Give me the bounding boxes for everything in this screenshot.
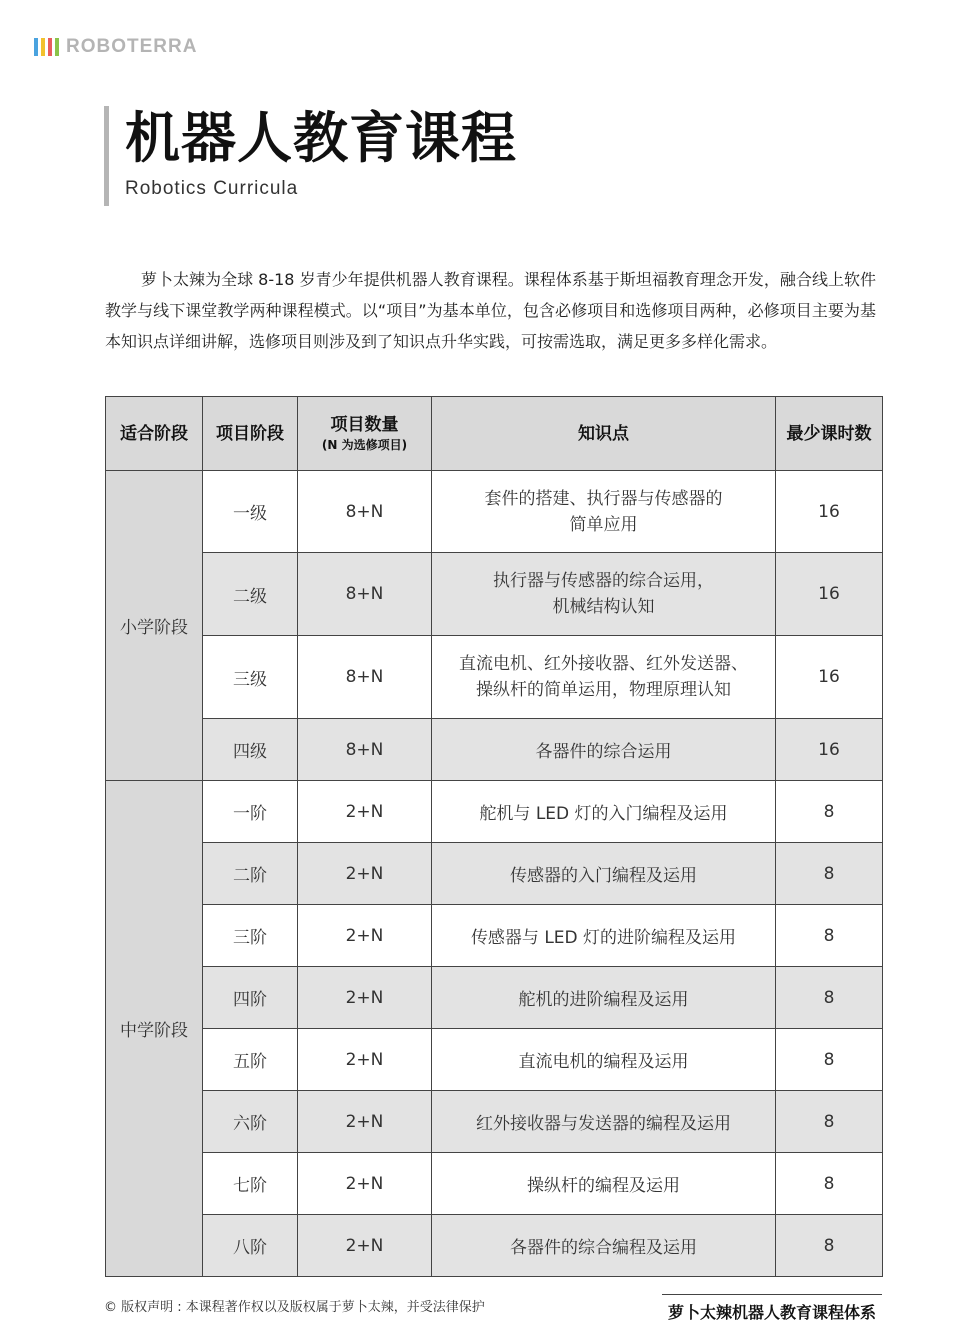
cell-hours: 16: [776, 471, 883, 553]
header-level: 项目阶段: [203, 397, 298, 471]
cell-level: 五阶: [203, 1029, 298, 1091]
cell-knowledge: [432, 471, 776, 553]
cell-knowledge: 舵机的进阶编程及运用: [432, 967, 776, 1029]
table-row: [106, 843, 883, 905]
logo-bar: [34, 38, 38, 56]
roboterra-logo: [34, 36, 197, 58]
logo-bar: [41, 38, 45, 56]
table-row: [106, 905, 883, 967]
cell-level: 八阶: [203, 1215, 298, 1277]
curriculum-table: [105, 396, 883, 1277]
header-stage: 适合阶段: [106, 397, 203, 471]
stage-secondary: 中学阶段: [106, 781, 203, 1277]
cell-count: 8+N: [298, 636, 432, 719]
cell-knowledge: 传感器与 LED 灯的进阶编程及运用: [432, 905, 776, 967]
cell-count: 8+N: [298, 719, 432, 781]
cell-hours: 8: [776, 1091, 883, 1153]
cell-hours: 8: [776, 967, 883, 1029]
cell-count: 8+N: [298, 553, 432, 636]
cell-count: 2+N: [298, 781, 432, 843]
cell-hours: 8: [776, 905, 883, 967]
logo-bar: [48, 38, 52, 56]
cell-knowledge: 各器件的综合编程及运用: [432, 1215, 776, 1277]
cell-knowledge: [432, 553, 776, 636]
cell-level: 四级: [203, 719, 298, 781]
table-row: [106, 1029, 883, 1091]
cell-level: 七阶: [203, 1153, 298, 1215]
table-header-row: [106, 397, 883, 471]
cell-level: 二级: [203, 553, 298, 636]
cell-level: 一级: [203, 471, 298, 553]
cell-knowledge: [432, 636, 776, 719]
cell-hours: 16: [776, 636, 883, 719]
cell-hours: 8: [776, 781, 883, 843]
footer-title: 萝卜太辣机器人教育课程体系: [662, 1294, 882, 1323]
knowledge-line: 直流电机、红外接收器、红外发送器、: [459, 654, 748, 674]
table-row: [106, 967, 883, 1029]
logo-text: ROBOTERRA: [66, 36, 198, 57]
copyright-notice: © 版权声明 : 本课程著作权以及版权属于萝卜太辣，并受法律保护: [104, 1300, 485, 1315]
cell-hours: 8: [776, 1153, 883, 1215]
table-row: [106, 781, 883, 843]
cell-count: 2+N: [298, 1215, 432, 1277]
cell-level: 三级: [203, 636, 298, 719]
knowledge-line: 套件的搭建、执行器与传感器的: [484, 488, 723, 509]
cell-hours: 8: [776, 1029, 883, 1091]
table-row: [106, 471, 883, 553]
intro-paragraph: 萝卜太辣为全球 8-18 岁青少年提供机器人教育课程。课程体系基于斯坦福教育理念开发，融合线上软件教学与线下课堂教学两种课程模式。以“项目”为基本单位，包含必修项目和选修项目两种，必修项目主要为基本知识点详细讲解，选修项目则涉及到了知识点升华实践，可按需选取，满足更多多样化需求。: [105, 270, 876, 351]
cell-count: 2+N: [298, 1029, 432, 1091]
cell-knowledge: 操纵杆的编程及运用: [432, 1153, 776, 1215]
cell-count: 2+N: [298, 843, 432, 905]
table-row: [106, 1091, 883, 1153]
knowledge-line: 机械结构认知: [552, 597, 655, 617]
page-subtitle: Robotics Curricula: [125, 178, 299, 199]
table-row: [106, 1215, 883, 1277]
cell-hours: 8: [776, 843, 883, 905]
stage-primary: 小学阶段: [106, 471, 203, 781]
title-block: [104, 106, 517, 206]
header-count-note: (N 为选修项目): [321, 437, 408, 452]
cell-count: 2+N: [298, 905, 432, 967]
knowledge-line: 操纵杆的简单运用，物理原理认知: [476, 680, 731, 700]
cell-knowledge: 红外接收器与发送器的编程及运用: [432, 1091, 776, 1153]
cell-hours: 16: [776, 553, 883, 636]
cell-level: 六阶: [203, 1091, 298, 1153]
cell-hours: 16: [776, 719, 883, 781]
knowledge-line: 执行器与传感器的综合运用，: [493, 571, 714, 591]
table-row: [106, 719, 883, 781]
logo-bars-icon: [34, 38, 59, 56]
cell-knowledge: 传感器的入门编程及运用: [432, 843, 776, 905]
cell-hours: 8: [776, 1215, 883, 1277]
header-count: [298, 397, 432, 471]
cell-knowledge: 舵机与 LED 灯的入门编程及运用: [432, 781, 776, 843]
cell-knowledge: 各器件的综合运用: [432, 719, 776, 781]
cell-level: 四阶: [203, 967, 298, 1029]
page-title: 机器人教育课程: [125, 106, 518, 170]
logo-bar: [55, 38, 59, 56]
cell-count: 2+N: [298, 1091, 432, 1153]
knowledge-line: 简单应用: [569, 514, 638, 535]
table-row: [106, 1153, 883, 1215]
cell-count: 2+N: [298, 967, 432, 1029]
cell-level: 三阶: [203, 905, 298, 967]
cell-count: 8+N: [298, 471, 432, 553]
header-hours: 最少课时数: [776, 397, 883, 471]
table-row: [106, 636, 883, 719]
cell-knowledge: 直流电机的编程及运用: [432, 1029, 776, 1091]
header-knowledge: 知识点: [432, 397, 776, 471]
cell-count: 2+N: [298, 1153, 432, 1215]
cell-level: 二阶: [203, 843, 298, 905]
cell-level: 一阶: [203, 781, 298, 843]
header-count-label: 项目数量: [330, 414, 399, 435]
table-row: [106, 553, 883, 636]
